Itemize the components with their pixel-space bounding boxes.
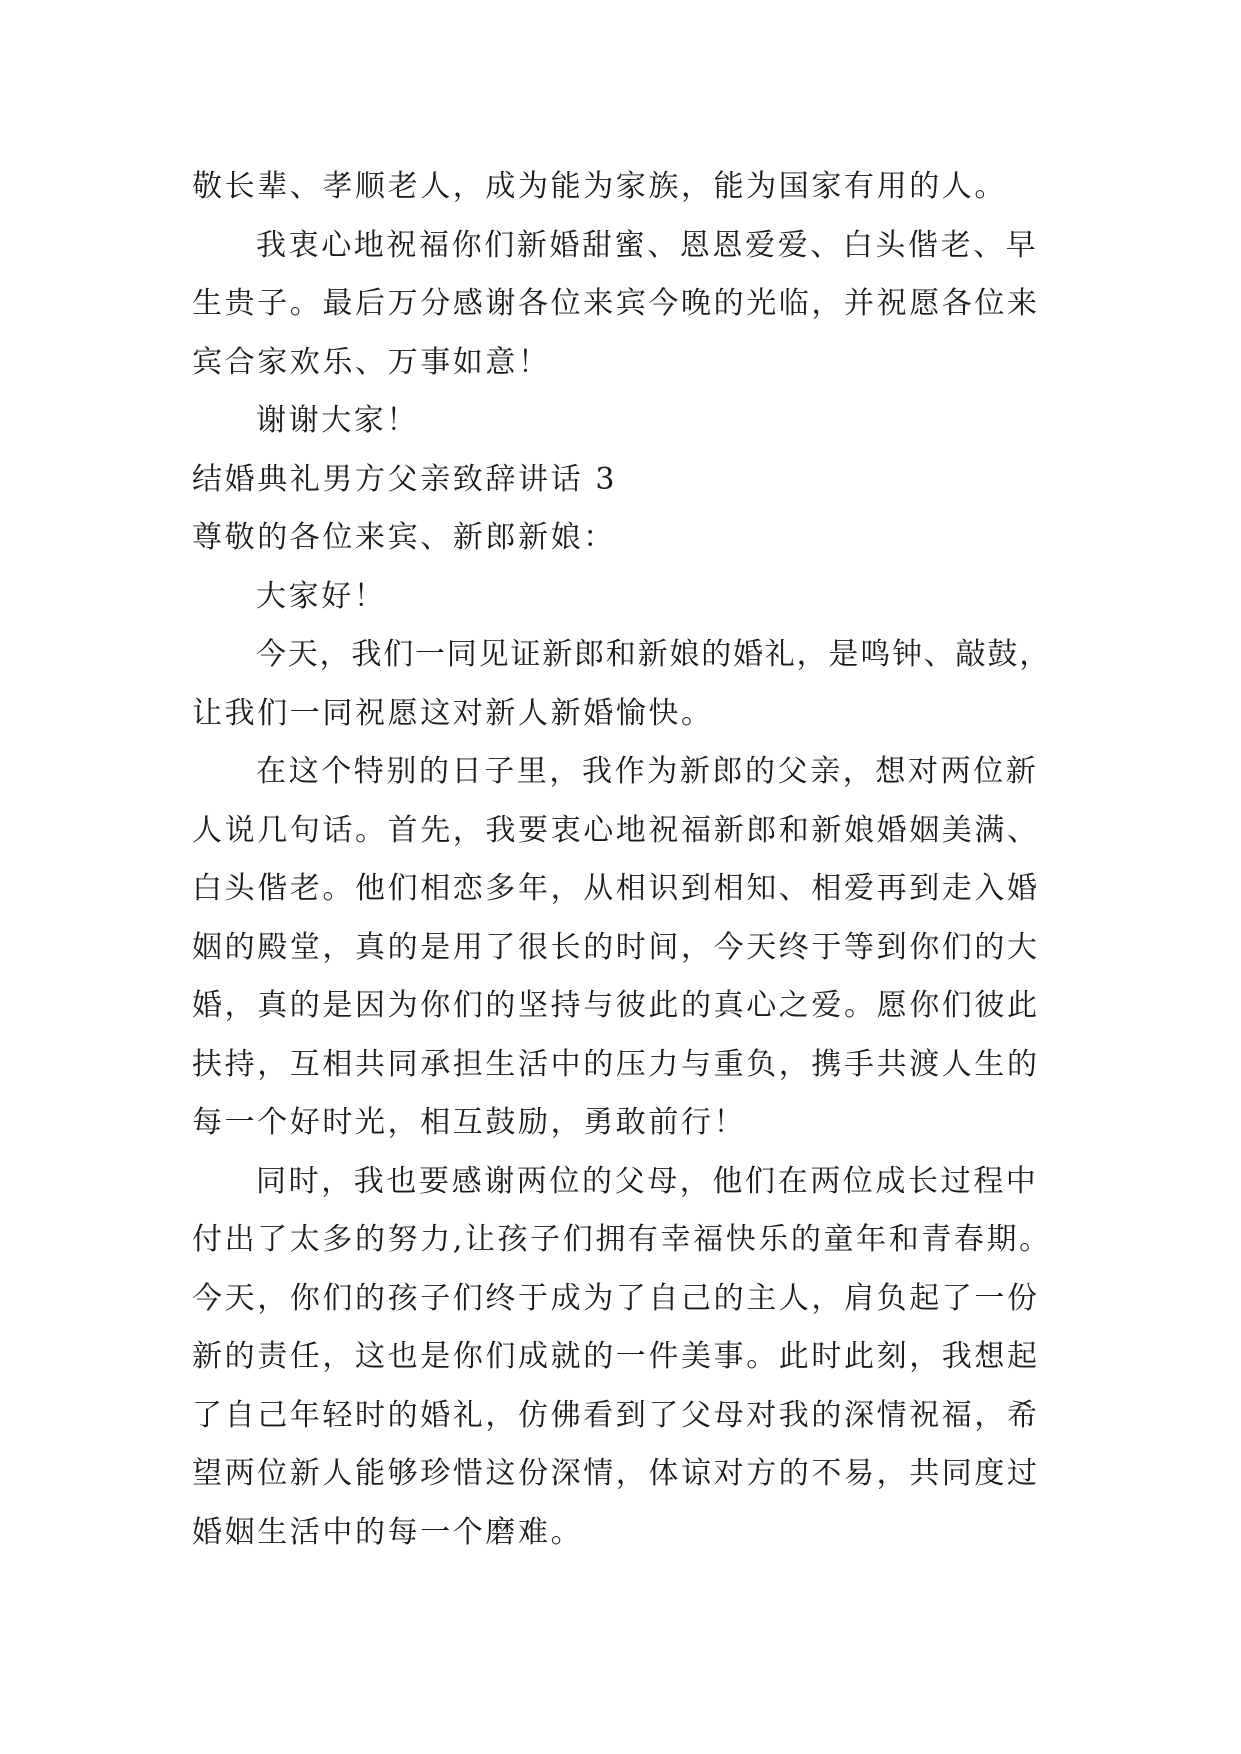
paragraph-start-line: 今天，我们一同见证新郎和新娘的婚礼，是鸣钟、敲鼓，: [256, 637, 1051, 672]
paragraph-start-line: 在这个特别的日子里，我作为新郎的父亲，想对两位新: [256, 754, 1039, 789]
text-line: 今天，你们的孩子们终于成为了自己的主人，肩负起了一份: [192, 1280, 1040, 1316]
text-line: 生贵子。最后万分感谢各位来宾今晚的光临，并祝愿各位来: [192, 286, 1040, 321]
section-title: 结婚典礼男方父亲致辞讲话 3: [192, 461, 618, 497]
text-line: 人说几句话。首先，我要衷心地祝福新郎和新娘婚姻美满、: [192, 812, 1040, 848]
thanks-line: 谢谢大家！: [256, 403, 419, 438]
text-line: 新的责任，这也是你们成就的一件美事。此时此刻，我想起: [192, 1339, 1040, 1374]
text-line: 敬长辈、孝顺老人，成为能为家族，能为国家有用的人。: [192, 169, 1007, 204]
text-line: 扶持，互相共同承担生活中的压力与重负，携手共渡人生的: [192, 1046, 1040, 1082]
paragraph-start-line: 我衷心地祝福你们新婚甜蜜、恩恩爱爱、白头偕老、早: [256, 227, 1039, 263]
text-line: 每一个好时光，相互鼓励，勇敢前行！: [192, 1105, 747, 1140]
text-line: 让我们一同祝愿这对新人新婚愉快。: [192, 695, 714, 731]
text-line: 了自己年轻时的婚礼，仿佛看到了父母对我的深情祝福，希: [192, 1397, 1040, 1433]
paragraph-start-line: 同时，我也要感谢两位的父母，他们在两位成长过程中: [256, 1163, 1039, 1199]
text-line: 望两位新人能够珍惜这份深情，体谅对方的不易，共同度过: [192, 1456, 1040, 1491]
text-line: 婚姻生活中的每一个磨难。: [192, 1514, 584, 1550]
salutation: 尊敬的各位来宾、新郎新娘：: [192, 520, 616, 555]
text-line: 婚，真的是因为你们的坚持与彼此的真心之爱。愿你们彼此: [192, 988, 1040, 1023]
document-body: [192, 158, 1054, 1562]
greeting: 大家好！: [256, 578, 387, 614]
text-line: 姻的殿堂，真的是用了很长的时间，今天终于等到你们的大: [192, 929, 1040, 965]
text-line: 付出了太多的努力,让孩子们拥有幸福快乐的童年和青春期。: [192, 1222, 1052, 1257]
text-line: 白头偕老。他们相恋多年，从相识到相知、相爱再到走入婚: [192, 871, 1040, 906]
text-line: 宾合家欢乐、万事如意！: [192, 344, 551, 380]
